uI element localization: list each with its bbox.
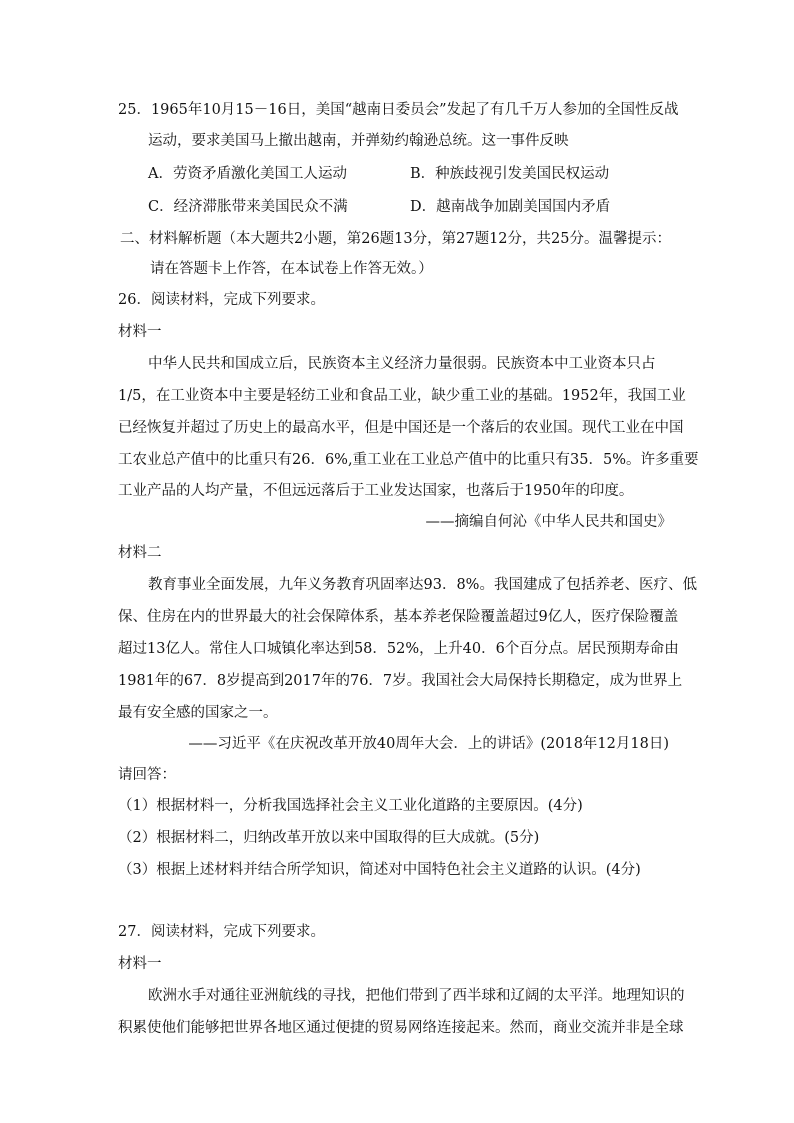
q26-material2-line: 教育事业全面发展，九年义务教育巩固率达93．8%。我国建成了包括养老、医疗、低 — [148, 577, 697, 593]
q25-option-b: B．种族歧视引发美国民权运动 — [410, 166, 610, 182]
q26-material2-source: ——习近平《在庆祝改革开放40周年大会．上的讲话》(2018年12月18日) — [188, 736, 669, 752]
q26-material2-line: 最有安全感的国家之一。 — [118, 705, 278, 721]
q26-question-3: （3）根据上述材料并结合所学知识，简述对中国特色社会主义道路的认识。(4分) — [118, 862, 641, 878]
q26-material1-line: 工农业总产值中的比重只有26．6%,重工业在工业总产值中的比重只有35．5%。许多重要 — [118, 452, 699, 468]
q26-material1-line: 中华人民共和国成立后，民族资本主义经济力量很弱。民族资本中工业资本只占 — [148, 356, 656, 372]
q25-stem-line2: 运动，要求美国马上撤出越南，并弹劾约翰逊总统。这一事件反映 — [148, 133, 569, 149]
q26-question-2: （2）根据材料二，归纳改革开放以来中国取得的巨大成就。(5分) — [118, 830, 540, 846]
q26-answer-prompt: 请回答： — [118, 767, 176, 783]
q26-question-1: （1）根据材料一，分析我国选择社会主义工业化道路的主要原因。(4分) — [118, 798, 583, 814]
q27-material1-line: 欧洲水手对通往亚洲航线的寻找，把他们带到了西半球和辽阔的太平洋。地理知识的 — [148, 988, 685, 1004]
q26-prompt: 26．阅读材料，完成下列要求。 — [118, 292, 325, 308]
q26-material1-line: 工业产品的人均产量，不但远远落后于工业发达国家，也落后于1950年的印度。 — [118, 483, 634, 499]
q26-material1-source: ——摘编自何沁《中华人民共和国史》 — [425, 514, 672, 530]
q26-material2-line: 保、住房在内的世界最大的社会保障体系，基本养老保险覆盖超过9亿人，医疗保险覆盖 — [118, 609, 679, 625]
q25-option-a: A．劳资矛盾激化美国工人运动 — [148, 166, 347, 182]
section2-heading-line2: 请在答题卡上作答，在本试卷上作答无效。） — [150, 261, 433, 277]
q26-material1-label: 材料一 — [118, 324, 162, 340]
q26-material2-line: 1981年的67．8岁提高到2017年的76．7岁。我国社会大局保持长期稳定，成为世界上 — [118, 673, 683, 689]
q27-prompt: 27．阅读材料，完成下列要求。 — [118, 924, 325, 940]
q25-option-d: D．越南战争加剧美国国内矛盾 — [410, 199, 611, 215]
q26-material1-line: 已经恢复并超过了历史上的最高水平，但是中国还是一个落后的农业国。现代工业在中国 — [118, 420, 684, 436]
q27-material1-line: 积累使他们能够把世界各地区通过便捷的贸易网络连接起来。然而，商业交流并非是全球 — [118, 1020, 684, 1036]
q26-material1-line: 1/5，在工业资本中主要是轻纺工业和食品工业，缺少重工业的基础。1952年，我国工业 — [118, 388, 686, 404]
q25-option-c: C．经济滞胀带来美国民众不满 — [148, 199, 348, 215]
q27-material1-label: 材料一 — [118, 956, 162, 972]
section2-heading-line1: 二、材料解析题（本大题共2小题，第26题13分，第27题12分，共25分。温馨提示： — [120, 231, 671, 247]
q26-material2-line: 超过13亿人。常住人口城镇化率达到58．52%，上升40．6个百分点。居民预期寿命由 — [118, 641, 679, 657]
q25-stem-line1: 25．1965年10月15－16日，美国“越南日委员会”发起了有几千万人参加的全国性反战 — [118, 102, 679, 118]
q26-material2-label: 材料二 — [118, 545, 162, 561]
